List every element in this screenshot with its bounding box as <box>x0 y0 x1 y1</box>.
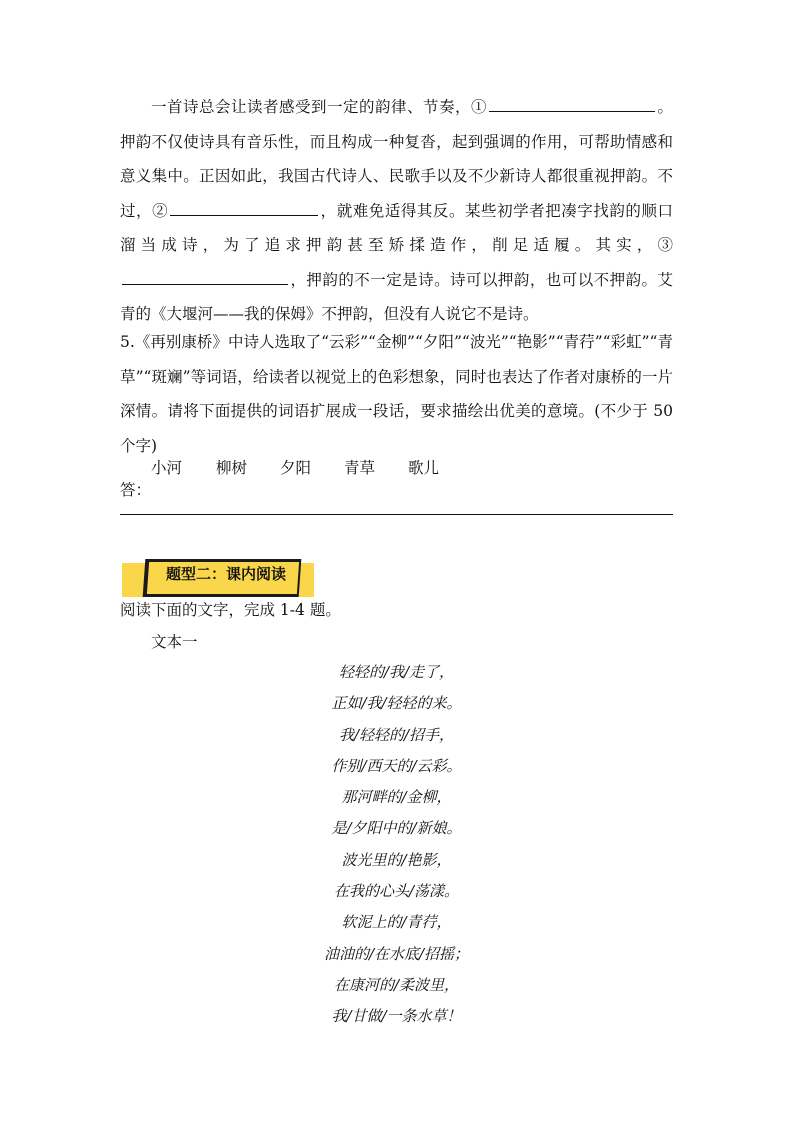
reading-instruction: 阅读下面的文字，完成 1-4 题。 <box>120 601 341 619</box>
poem <box>220 657 573 1033</box>
banner-title: 题型二：课内阅读 <box>166 565 287 583</box>
passage-text-4: ，押韵的不一定是诗。诗可以押韵，也可以不押韵。艾青的《大堰河——我的保姆》不押韵，但没有人说它不是诗。 <box>120 270 673 323</box>
passage-text-2: 。押韵不仅使诗具有音乐性，而且构成一种复沓，起到强调的作用，可帮助情感和意义集中。正因如此，我国古代诗人、民歌手以及不少新诗人都很重视押韵。不过，② <box>120 98 673 220</box>
blank-1 <box>489 95 655 112</box>
poem-line: 那河畔的/金柳， <box>341 788 452 807</box>
word-item: 柳树 <box>216 459 248 477</box>
passage-paragraph <box>120 90 673 332</box>
poem-line: 波光里的/艳影， <box>341 850 452 869</box>
poem-line: 轻轻的/我/走了， <box>338 663 455 681</box>
poem-line: 在我的心头/荡漾。 <box>333 882 460 901</box>
word-item: 小河 <box>151 459 183 477</box>
section-banner <box>122 556 314 602</box>
blank-3 <box>122 268 288 285</box>
word-item: 青草 <box>344 459 376 477</box>
answer-label: 答： <box>120 481 152 499</box>
poem-line: 在康河的/柔波里， <box>333 975 460 994</box>
word-item: 歌儿 <box>408 459 440 477</box>
poem-line: 我/甘做/一条水草！ <box>331 1007 462 1026</box>
passage-text-3: ，就难免适得其反。某些初学者把凑字找韵的顺口溜当成诗，为了追求押韵甚至矫揉造作，削足适履。其实，③ <box>120 201 673 254</box>
poem-line: 油油的/在水底/招摇； <box>323 944 470 963</box>
word-item: 夕阳 <box>280 459 312 477</box>
text-label: 文本一 <box>151 633 198 651</box>
poem-line: 我/轻轻的/招手， <box>338 725 455 744</box>
blank-2 <box>170 199 318 216</box>
poem-line: 作别/西天的/云彩。 <box>331 756 462 775</box>
poem-line: 正如/我/轻轻的来。 <box>331 694 462 713</box>
poem-line: 软泥上的/青荇， <box>341 913 452 932</box>
question-5-text: 5.《再别康桥》中诗人选取了“云彩”“金柳”“夕阳”“波光”“艳影”“青荇”“彩虹”“青草”“斑斓”等词语，给读者以视觉上的色彩想象，同时也表达了作者对康桥的一片深情。请将下面提供的词语扩展成一段话，要求描绘出优美的意境。(不少于 50 个字) <box>120 333 673 455</box>
word-list <box>151 456 472 478</box>
passage-text-1: 一首诗总会让读者感受到一定的韵律、节奏，① <box>151 98 487 116</box>
poem-line: 是/夕阳中的/新娘。 <box>331 819 462 838</box>
answer-line <box>120 514 673 515</box>
